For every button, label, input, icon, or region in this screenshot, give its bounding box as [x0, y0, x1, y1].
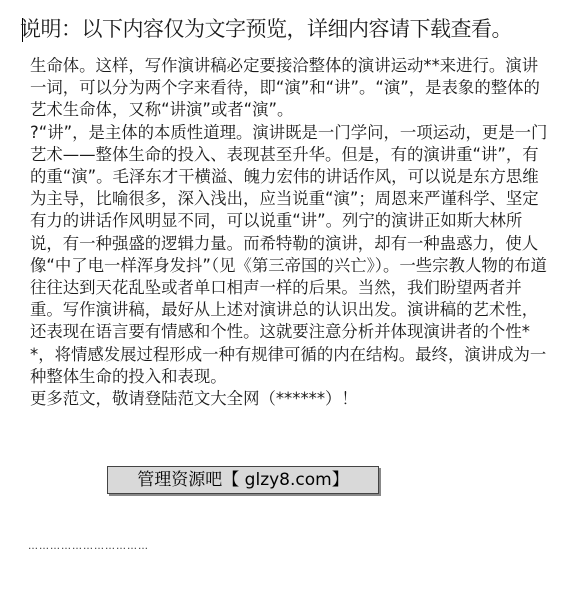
- preview-notice: 说明：以下内容仅为文字预览，详细内容请下载查看。: [20, 17, 512, 41]
- paragraph-2: ?“讲”，是主体的本质性道理。演讲既是一门学问，一项运动，更是一门艺术——整体生命的投入、表现甚至升华。但是，有的演讲重“讲”，有的重“演”。毛泽东才干横溢、魄力宏伟的讲话作风，可以说是东方思维为主导，比喻很多，深入浅出，应当说重“演”；周恩来严谨科学、坚定有力的讲话作风明显不同，可以说重“讲”。列宁的演讲正如斯大林所说，有一种强盛的逻辑力量。而希特勒的演讲，却有一种蛊惑力，使人像“中了电一样浑身发抖”（见《第三帝国的兴亡》）。一些宗教人物的布道往往达到天花乱坠或者单口相声一样的后果。当然，我们盼望两者并重。写作演讲稿，最好从上述对演讲总的认识出发。演讲稿的艺术性，还表现在语言要有情感和个性。这就要注意分析并体现演讲者的个性**，将情感发展过程形成一种有规律可循的内在结构。最终，演讲成为一种整体生命的投入和表现。: [30, 122, 548, 386]
- document-body: [30, 55, 548, 410]
- paragraph-3: 更多范文，敬请登陆范文大全网（******）！: [30, 389, 358, 409]
- watermark-label: 管理资源吧【 glzy8.com】: [107, 466, 379, 494]
- paragraph-1: 生命体。这样，写作演讲稿必定要接洽整体的演讲运动**来进行。演讲一词，可以分为两个字来看待，即“演”和“讲”。“演”，是表象的整体的艺术生命体，又称“讲演”或者“演”。: [30, 56, 540, 120]
- dotted-separator: ……………………………: [28, 541, 149, 552]
